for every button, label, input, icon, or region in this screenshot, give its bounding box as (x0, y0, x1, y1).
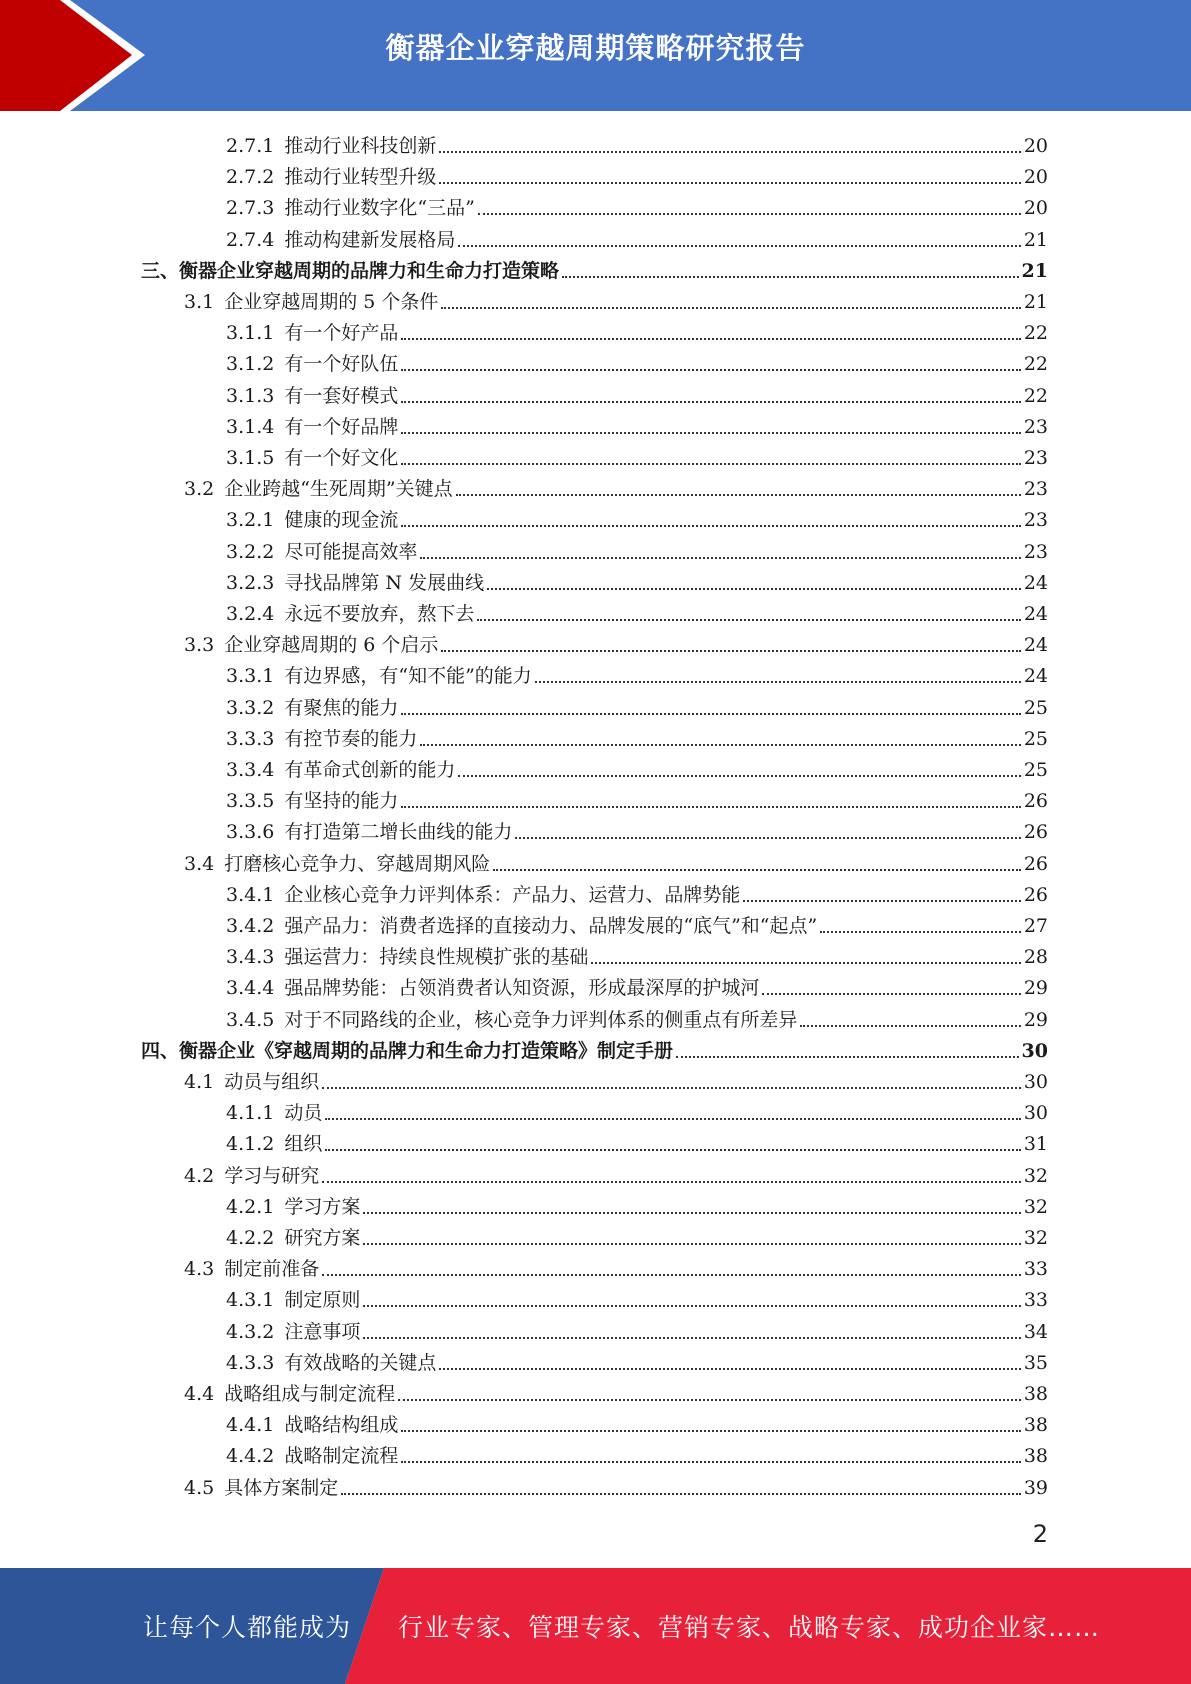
toc-dot-leader (401, 1461, 1020, 1463)
toc-entry-page: 23 (1023, 509, 1048, 532)
toc-entry-number: 4.4.1 (226, 1414, 275, 1437)
toc-entry-number: 4.2 (184, 1164, 215, 1187)
toc-entry[interactable] (226, 501, 1048, 532)
toc-entry-number: 3.4.2 (226, 915, 275, 937)
toc-dot-leader (441, 307, 1020, 309)
toc-entry[interactable] (141, 1032, 1048, 1063)
toc-entry[interactable] (226, 1188, 1048, 1219)
toc-entry-page: 29 (1023, 977, 1048, 1000)
toc-entry-page: 35 (1023, 1351, 1048, 1374)
toc-entry-number: 3.3.2 (226, 696, 275, 719)
toc-entry-number: 4.1.1 (226, 1102, 275, 1125)
toc-dot-leader (676, 1056, 1019, 1058)
toc-entry-title: 推动行业科技创新 (284, 135, 437, 157)
toc-dot-leader (363, 1243, 1020, 1245)
toc-entry-page: 21 (1023, 228, 1048, 251)
toc-dot-leader (322, 1087, 1021, 1089)
toc-dot-leader (401, 369, 1020, 371)
toc-entry-number: 3.3.4 (226, 759, 275, 781)
toc-entry[interactable] (226, 221, 1048, 252)
toc-entry-title: 尽可能提高效率 (284, 540, 418, 563)
toc-entry[interactable] (226, 1344, 1048, 1375)
toc-entry-page: 22 (1023, 322, 1048, 345)
toc-entry-page: 21 (1023, 291, 1048, 313)
toc-entry[interactable] (226, 813, 1048, 844)
toc-entry-title: 健康的现金流 (284, 509, 399, 532)
toc-dot-leader (439, 182, 1020, 184)
toc-entry[interactable] (226, 127, 1048, 158)
toc-entry-title: 有一个好队伍 (284, 353, 399, 376)
toc-entry-number: 4.4 (184, 1383, 215, 1405)
toc-entry-title: 强品牌势能：占领消费者认知资源，形成最深厚的护城河 (284, 977, 760, 1000)
toc-entry-number: 3.2 (184, 478, 215, 501)
toc-entry-number: 3.1.3 (226, 384, 275, 407)
toc-dot-leader (820, 931, 1021, 933)
toc-entry[interactable] (184, 845, 1048, 876)
toc-entry-title: 研究方案 (284, 1227, 361, 1249)
toc-entry-page: 24 (1023, 665, 1048, 688)
toc-entry-title: 有控节奏的能力 (284, 727, 418, 750)
toc-dot-leader (439, 151, 1020, 153)
toc-dot-leader (458, 775, 1020, 777)
toc-entry-page: 33 (1023, 1258, 1048, 1281)
toc-entry-title: 有聚焦的能力 (284, 696, 399, 719)
toc-entry-title: 有边界感，有“知不能”的能力 (284, 665, 532, 688)
toc-entry[interactable] (184, 283, 1048, 314)
toc-entry-number: 3.2.2 (226, 540, 275, 563)
toc-entry-page: 33 (1023, 1289, 1048, 1312)
toc-entry-number: 3.2.1 (226, 509, 275, 532)
toc-entry-number: 2.7.3 (226, 197, 275, 220)
toc-entry-title: 有效战略的关键点 (284, 1351, 437, 1374)
toc-entry-title: 学习方案 (284, 1195, 361, 1218)
toc-entry-number: 3.4.3 (226, 946, 275, 969)
toc-entry-number: 3.4.5 (226, 1008, 275, 1031)
toc-entry-number: 3.4.4 (226, 977, 275, 1000)
toc-entry-page: 21 (1021, 259, 1048, 282)
toc-dot-leader (401, 806, 1020, 808)
toc-entry[interactable] (226, 1281, 1048, 1312)
toc-entry[interactable] (184, 1157, 1048, 1188)
toc-dot-leader (363, 1305, 1020, 1307)
toc-dot-leader (322, 1274, 1021, 1276)
toc-dot-leader (325, 1118, 1020, 1120)
toc-entry-number: 3.3.3 (226, 727, 275, 750)
toc-entry-page: 20 (1023, 166, 1048, 189)
toc-entry-title: 衡器企业穿越周期的品牌力和生命力打造策略 (179, 259, 560, 282)
toc-dot-leader (743, 900, 1020, 902)
toc-dot-leader (591, 962, 1020, 964)
toc-entry-number: 4.3.2 (226, 1320, 275, 1343)
toc-dot-leader (401, 713, 1020, 715)
toc-entry-page: 34 (1023, 1320, 1048, 1343)
toc-entry-title: 企业穿越周期的 5 个条件 (224, 291, 439, 313)
toc-entry-title: 推动行业数字化“三品” (284, 197, 475, 220)
toc-entry[interactable] (226, 314, 1048, 345)
toc-entry-title: 对于不同路线的企业，核心竞争力评判体系的侧重点有所差异 (284, 1008, 798, 1031)
toc-entry-title: 学习与研究 (224, 1164, 320, 1187)
toc-entry[interactable] (226, 938, 1048, 969)
toc-entry-title: 有革命式创新的能力 (284, 759, 456, 781)
toc-dot-leader (398, 1399, 1021, 1401)
toc-dot-leader (456, 494, 1021, 496)
toc-dot-leader (478, 213, 1021, 215)
toc-entry-page: 39 (1023, 1476, 1048, 1499)
footer-slogan-left: 让每个人都能成为 (143, 1613, 352, 1642)
toc-entry-page: 25 (1023, 696, 1048, 719)
toc-dot-leader (515, 837, 1020, 839)
toc-entry-number: 3.1.2 (226, 353, 275, 376)
toc-entry-page: 26 (1023, 790, 1048, 813)
toc-entry-number: 4.3.1 (226, 1289, 275, 1312)
toc-entry[interactable] (226, 969, 1048, 1000)
toc-entry[interactable] (226, 1219, 1048, 1250)
toc-entry[interactable] (226, 439, 1048, 470)
toc-entry-title: 制定前准备 (224, 1258, 320, 1281)
toc-entry[interactable] (184, 470, 1048, 501)
toc-entry-number: 3.1.5 (226, 447, 275, 469)
toc-dot-leader (487, 588, 1021, 590)
toc-entry-page: 25 (1023, 759, 1048, 781)
toc-entry-page: 30 (1023, 1102, 1048, 1125)
toc-dot-leader (535, 681, 1021, 683)
toc-entry[interactable] (141, 252, 1048, 283)
footer-slogan-right: 行业专家、管理专家、营销专家、战略专家、成功企业家…… (398, 1613, 1101, 1642)
toc-entry-number: 3.4 (184, 852, 215, 875)
toc-entry-title: 组织 (284, 1133, 323, 1156)
toc-entry-page: 23 (1023, 540, 1048, 563)
toc-entry-page: 22 (1023, 353, 1048, 376)
toc-entry-number: 3.2.3 (226, 571, 275, 594)
report-title: 衡器企业穿越周期策略研究报告 (385, 31, 806, 65)
toc-dot-leader (401, 463, 1020, 465)
toc-entry-page: 32 (1023, 1195, 1048, 1218)
toc-entry-page: 23 (1023, 478, 1048, 501)
toc-entry[interactable] (184, 626, 1048, 657)
toc-entry[interactable] (226, 158, 1048, 189)
toc-entry-page: 28 (1023, 946, 1048, 969)
toc-entry[interactable] (226, 751, 1048, 782)
toc-dot-leader (493, 869, 1021, 871)
toc-dot-leader (800, 1025, 1020, 1027)
toc-entry-title: 强运营力：持续良性规模扩张的基础 (284, 946, 589, 969)
toc-entry-number: 4.4.2 (226, 1445, 275, 1468)
toc-entry[interactable] (226, 1313, 1048, 1344)
toc-entry-page: 24 (1023, 571, 1048, 594)
toc-entry-page: 23 (1023, 447, 1048, 469)
toc-entry-number: 4.5 (184, 1476, 215, 1499)
toc-dot-leader (401, 1430, 1020, 1432)
toc-dot-leader (325, 1149, 1020, 1151)
toc-dot-leader (441, 650, 1020, 652)
toc-dot-leader (401, 401, 1020, 403)
toc-entry-page: 26 (1023, 821, 1048, 844)
toc-entry[interactable] (226, 907, 1048, 938)
toc-entry-title: 战略组成与制定流程 (224, 1383, 396, 1405)
toc-entry-title: 有一套好模式 (284, 384, 399, 407)
toc-entry-page: 29 (1023, 1008, 1048, 1031)
toc-dot-leader (341, 1493, 1021, 1495)
toc-entry-title: 有打造第二增长曲线的能力 (284, 821, 513, 844)
toc-entry-title: 有一个好文化 (284, 447, 399, 469)
toc-entry-page: 24 (1023, 634, 1048, 657)
toc-entry-page: 38 (1023, 1445, 1048, 1468)
toc-entry-title: 动员 (284, 1102, 323, 1125)
page-number: 2 (1032, 1520, 1048, 1548)
toc-entry-number: 4.2.2 (226, 1227, 275, 1249)
toc-entry-number: 4.3.3 (226, 1351, 275, 1374)
toc-entry[interactable] (226, 533, 1048, 564)
toc-entry-title: 推动构建新发展格局 (284, 228, 456, 251)
toc-entry-title: 强产品力：消费者选择的直接动力、品牌发展的“底气”和“起点” (284, 915, 818, 937)
toc-entry-title: 战略结构组成 (284, 1414, 399, 1437)
toc-entry-number: 3.1.4 (226, 415, 275, 438)
toc-dot-leader (401, 338, 1020, 340)
toc-entry[interactable] (226, 657, 1048, 688)
toc-entry-page: 26 (1023, 883, 1048, 906)
toc-entry-page: 32 (1023, 1227, 1048, 1249)
toc-entry-page: 20 (1023, 197, 1048, 220)
toc-dot-leader (363, 1212, 1020, 1214)
toc-entry[interactable] (226, 595, 1048, 626)
toc-entry-number: 4.2.1 (226, 1195, 275, 1218)
toc-entry[interactable] (184, 1469, 1048, 1500)
toc-entry-title: 企业穿越周期的 6 个启示 (224, 634, 439, 657)
toc-entry-page: 38 (1023, 1383, 1048, 1405)
toc-entry-title: 制定原则 (284, 1289, 361, 1312)
toc-entry-page: 38 (1023, 1414, 1048, 1437)
toc-entry[interactable] (226, 876, 1048, 907)
toc-entry[interactable] (226, 345, 1048, 376)
toc-entry-page: 27 (1023, 915, 1048, 937)
toc-entry[interactable] (226, 1001, 1048, 1032)
toc-entry-title: 有一个好品牌 (284, 415, 399, 438)
toc-entry[interactable] (226, 689, 1048, 720)
toc-entry-number: 3.1 (184, 291, 215, 313)
toc-entry-page: 24 (1023, 603, 1048, 625)
toc-entry-number: 3.1.1 (226, 322, 275, 345)
toc-entry-page: 25 (1023, 727, 1048, 750)
toc-entry-number: 3.3.5 (226, 790, 275, 813)
toc-entry-number: 3.3 (184, 634, 215, 657)
toc-entry[interactable] (226, 1094, 1048, 1125)
toc-entry-page: 31 (1023, 1133, 1048, 1156)
toc-entry-page: 23 (1023, 415, 1048, 438)
toc-entry[interactable] (226, 720, 1048, 751)
toc-dot-leader (439, 1368, 1020, 1370)
page-header (0, 0, 1191, 111)
toc-entry-page: 20 (1023, 135, 1048, 157)
toc-entry[interactable] (226, 1406, 1048, 1437)
toc-entry-title: 推动行业转型升级 (284, 166, 437, 189)
toc-entry-title: 企业核心竞争力评判体系：产品力、运营力、品牌势能 (284, 883, 741, 906)
toc-entry[interactable] (226, 189, 1048, 220)
toc-entry-page: 22 (1023, 384, 1048, 407)
toc-dot-leader (562, 276, 1019, 278)
toc-entry-title: 永远不要放弃，熬下去 (284, 603, 475, 625)
toc-entry-title: 战略制定流程 (284, 1445, 399, 1468)
toc-entry-number: 3.2.4 (226, 603, 275, 625)
toc-entry[interactable] (184, 1375, 1048, 1406)
toc-entry[interactable] (184, 1250, 1048, 1281)
toc-entry-number: 3.4.1 (226, 883, 275, 906)
toc-entry[interactable] (226, 408, 1048, 439)
toc-entry-title: 打磨核心竞争力、穿越周期风险 (224, 852, 491, 875)
toc-entry-number: 2.7.1 (226, 135, 275, 157)
toc-entry-page: 26 (1023, 852, 1048, 875)
toc-entry-number: 3.3.6 (226, 821, 275, 844)
toc-entry-number: 4.1 (184, 1071, 215, 1093)
toc-entry-title: 注意事项 (284, 1320, 361, 1343)
toc-dot-leader (458, 245, 1020, 247)
toc-dot-leader (420, 744, 1020, 746)
toc-entry-page: 32 (1023, 1164, 1048, 1187)
toc-entry-number: 四、 (141, 1039, 180, 1062)
toc-entry[interactable] (226, 564, 1048, 595)
toc-entry-page: 30 (1021, 1039, 1048, 1062)
toc-entry-number: 4.1.2 (226, 1133, 275, 1156)
toc-entry-title: 企业跨越“生死周期”关键点 (224, 478, 453, 501)
toc-entry-number: 2.7.2 (226, 166, 275, 189)
toc-dot-leader (363, 1337, 1020, 1339)
toc-entry-number: 2.7.4 (226, 228, 275, 251)
toc-dot-leader (401, 432, 1020, 434)
page-footer (0, 1568, 1191, 1684)
toc-dot-leader (762, 993, 1020, 995)
toc-entry-title: 有一个好产品 (284, 322, 399, 345)
toc-entry-title: 寻找品牌第 N 发展曲线 (284, 571, 485, 594)
toc-dot-leader (401, 525, 1020, 527)
toc-entry[interactable] (226, 377, 1048, 408)
toc-entry-number: 三、 (141, 259, 180, 282)
toc-entry-number: 3.3.1 (226, 665, 275, 688)
toc-entry-title: 衡器企业《穿越周期的品牌力和生命力打造策略》制定手册 (179, 1039, 674, 1062)
toc-entry-title: 动员与组织 (224, 1071, 320, 1093)
toc-entry-title: 有坚持的能力 (284, 790, 399, 813)
toc-entry[interactable] (184, 1063, 1048, 1094)
toc-entry-title: 具体方案制定 (224, 1476, 339, 1499)
toc-entry[interactable] (226, 1437, 1048, 1468)
toc-dot-leader (420, 557, 1020, 559)
toc-entry-page: 30 (1023, 1071, 1048, 1093)
toc-dot-leader (477, 619, 1020, 621)
toc-entry[interactable] (226, 782, 1048, 813)
toc-dot-leader (322, 1181, 1021, 1183)
toc-entry[interactable] (226, 1125, 1048, 1156)
toc-entry-number: 4.3 (184, 1258, 215, 1281)
